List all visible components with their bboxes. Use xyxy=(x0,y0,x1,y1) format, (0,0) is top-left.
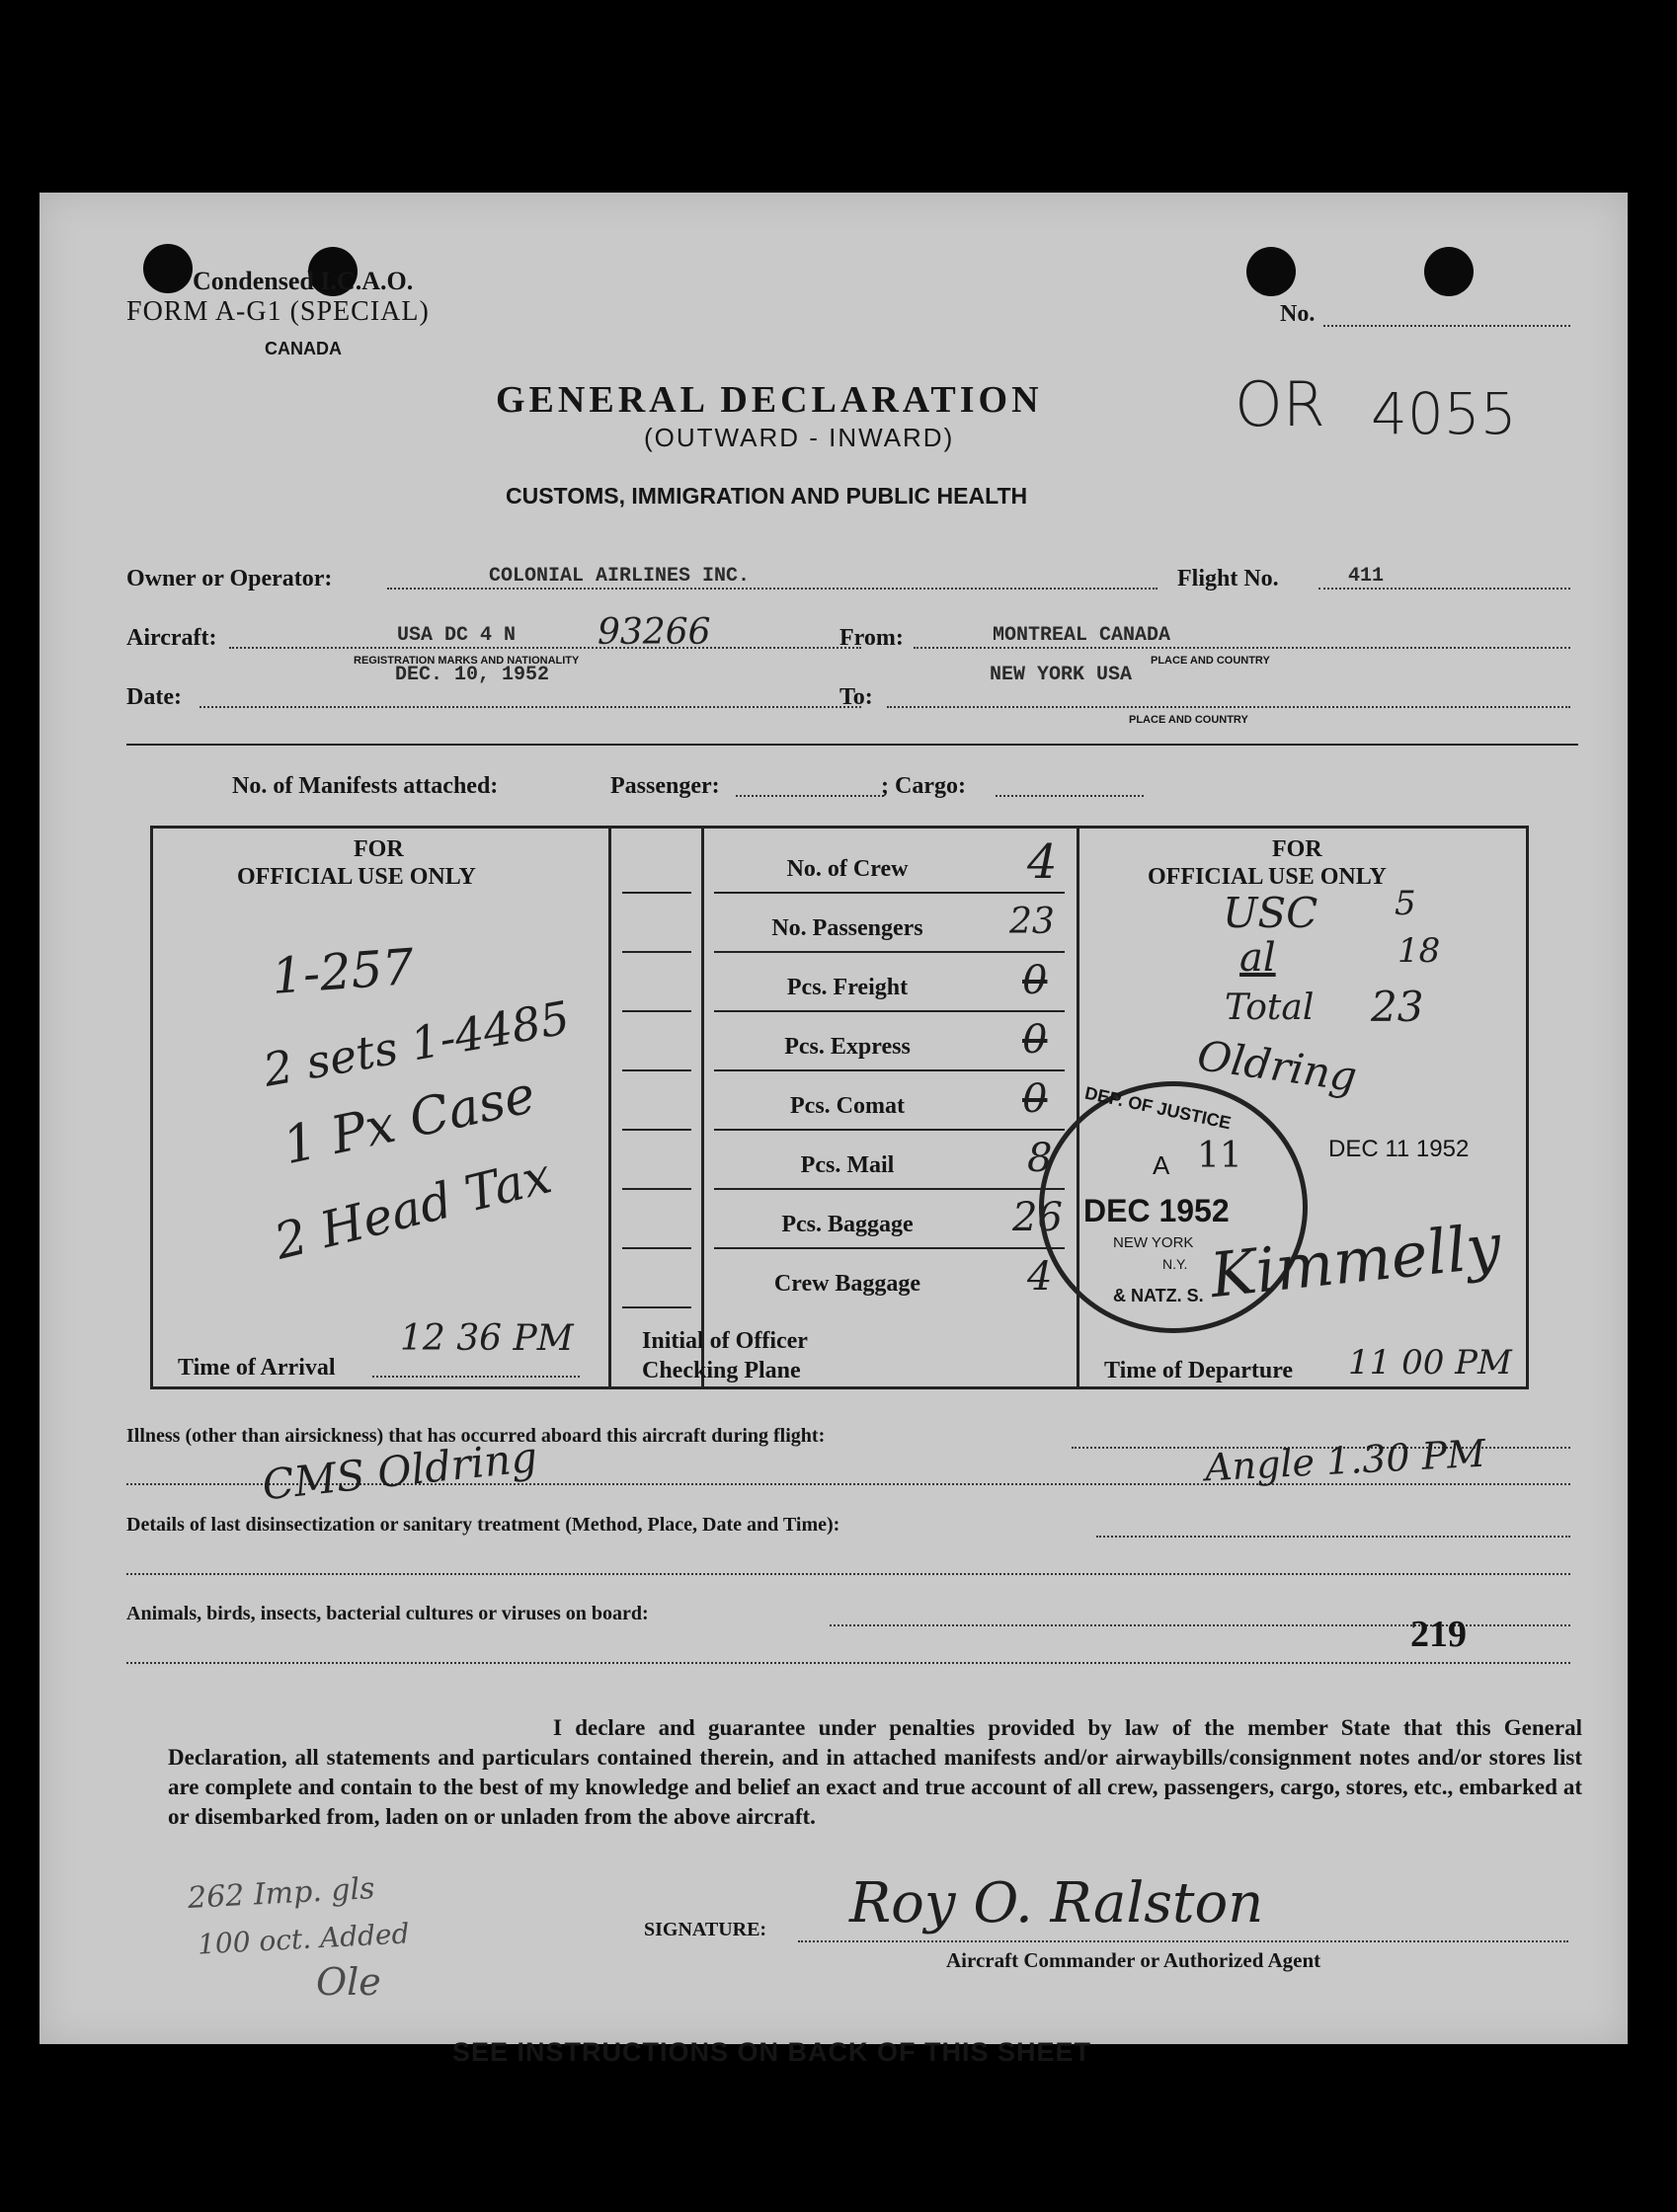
row-label-crew-baggage: Crew Baggage xyxy=(773,1271,921,1297)
from-value: MONTREAL CANADA xyxy=(993,624,1171,647)
row-value-comat: 0 xyxy=(1022,1076,1048,1122)
time-arrival-label: Time of Arrival xyxy=(178,1355,336,1381)
stamp-side-date: DEC 11 1952 xyxy=(1328,1136,1470,1162)
right-official-signature: Oldring xyxy=(1194,1030,1360,1102)
table-divider xyxy=(701,826,704,1389)
animals-line-2 xyxy=(126,1662,1570,1664)
left-note-line: 1 Px Case xyxy=(278,1065,541,1177)
row-line xyxy=(714,1010,1065,1012)
table-left-border xyxy=(150,826,153,1389)
row-line xyxy=(714,1129,1065,1131)
row-value-baggage: 26 xyxy=(1012,1195,1063,1240)
manifest-cargo-line xyxy=(996,795,1144,797)
aircraft-typed: USA DC 4 N xyxy=(397,624,517,647)
row-value-crew: 4 xyxy=(1027,834,1058,890)
illness-handwritten: CMS Oldring xyxy=(260,1432,540,1510)
from-line xyxy=(914,647,1570,649)
table-divider xyxy=(608,826,611,1389)
flight-line xyxy=(1318,588,1570,590)
no-label: No. xyxy=(1280,301,1316,327)
table-right-border xyxy=(1526,826,1529,1389)
left-note-line: 2 Head Tax xyxy=(269,1146,557,1271)
row-value-freight: 0 xyxy=(1022,958,1048,1003)
owner-value: COLONIAL AIRLINES INC. xyxy=(489,565,751,588)
tally-line xyxy=(622,1069,691,1071)
tally-line xyxy=(622,951,691,953)
animals-label: Animals, birds, insects, bacterial cultures or viruses on board: xyxy=(126,1603,649,1624)
row-value-passengers: 23 xyxy=(1009,902,1055,942)
right-official-header-for: FOR xyxy=(1272,836,1322,862)
pencil-note: Ole xyxy=(316,1960,381,2004)
initial-officer-label: Initial of Officer xyxy=(642,1328,808,1354)
from-place-caption: PLACE AND COUNTRY xyxy=(1151,655,1270,667)
to-place-caption: PLACE AND COUNTRY xyxy=(1129,714,1248,726)
page-title: GENERAL DECLARATION xyxy=(496,379,1043,421)
disinsectization-line-2 xyxy=(126,1573,1570,1575)
from-label: From: xyxy=(839,625,904,651)
punch-hole xyxy=(143,244,193,293)
to-value: NEW YORK USA xyxy=(990,664,1133,686)
flight-value: 411 xyxy=(1348,565,1385,588)
tally-line xyxy=(622,1188,691,1190)
left-note-line: 2 sets 1-4485 xyxy=(259,990,574,1097)
stamp-state: N.Y. xyxy=(1162,1256,1188,1272)
handwritten-code: OR xyxy=(1235,368,1325,440)
row-label-mail: Pcs. Mail xyxy=(800,1152,895,1178)
date-line xyxy=(200,706,861,708)
stamp-city: NEW YORK xyxy=(1113,1234,1194,1251)
tally-line xyxy=(622,892,691,894)
manifest-passenger-line xyxy=(736,795,884,797)
row-value-mail: 8 xyxy=(1027,1136,1053,1181)
pencil-note: 100 oct. Added xyxy=(197,1917,411,1961)
table-divider xyxy=(1077,826,1079,1389)
right-note-value: 5 xyxy=(1395,884,1416,923)
agencies-line: CUSTOMS, IMMIGRATION AND PUBLIC HEALTH xyxy=(506,483,1028,509)
row-label-crew: No. of Crew xyxy=(786,856,909,882)
right-note-key: Total xyxy=(1225,988,1315,1028)
date-label: Date: xyxy=(126,684,182,710)
row-line xyxy=(714,951,1065,953)
signature-label: SIGNATURE: xyxy=(644,1919,767,1940)
illness-handwritten-right: Angle 1.30 PM xyxy=(1204,1431,1487,1490)
stamp-top-text: DEP. OF JUSTICE xyxy=(1082,1082,1234,1134)
page-subtitle: (OUTWARD - INWARD) xyxy=(644,423,955,452)
no-line xyxy=(1323,325,1570,327)
declaration-text: I declare and guarantee under penalties provided by law of the member State that this General Declaration, all statements and particulars contained therein, and in attached manifests and/or airwaybills/consignment notes and/or stores list are complete and contain to the best of my knowledge and belief an exact and true account of all crew, passengers, cargo, stores, etc., embarked at or disembarked from, laden on or unladen from the above aircraft. xyxy=(168,1715,1582,1829)
disinsectization-line xyxy=(1096,1536,1570,1538)
manifests-label: No. of Manifests attached: xyxy=(232,773,499,799)
stamp-side-signature: Kimmelly xyxy=(1206,1209,1505,1312)
form-line: FORM A-G1 (SPECIAL) xyxy=(126,296,430,327)
time-departure-label: Time of Departure xyxy=(1104,1358,1294,1383)
row-label-passengers: No. Passengers xyxy=(771,915,923,941)
row-line xyxy=(714,1188,1065,1190)
signer-caption: Aircraft Commander or Authorized Agent xyxy=(946,1948,1321,1972)
left-note-line: 1-257 xyxy=(270,938,416,1005)
checking-plane-label: Checking Plane xyxy=(642,1358,801,1383)
row-label-freight: Pcs. Freight xyxy=(786,975,909,1000)
stamp-day: 11 xyxy=(1197,1136,1242,1176)
punch-hole xyxy=(1246,247,1296,296)
illness-label: Illness (other than airsickness) that has occurred aboard this aircraft during flight: xyxy=(126,1425,826,1447)
signature-line xyxy=(798,1940,1568,1942)
row-line xyxy=(714,1069,1065,1071)
row-label-baggage: Pcs. Baggage xyxy=(781,1212,914,1237)
right-note-key: al xyxy=(1239,935,1276,981)
tally-line xyxy=(622,1247,691,1249)
left-official-header: OFFICIAL USE ONLY xyxy=(237,864,476,890)
right-official-header: OFFICIAL USE ONLY xyxy=(1148,864,1387,890)
signature-value: Roy O. Ralston xyxy=(849,1871,1264,1936)
right-note-key: USC xyxy=(1223,889,1318,937)
to-line xyxy=(887,706,1570,708)
condensed-line: Condensed I.C.A.O. xyxy=(193,267,414,295)
time-departure-value: 11 00 PM xyxy=(1348,1343,1512,1382)
stamp-date: DEC 1952 xyxy=(1083,1193,1230,1228)
declaration-sheet xyxy=(40,193,1628,2067)
right-note-value: 18 xyxy=(1398,931,1441,971)
tally-line xyxy=(622,1306,691,1308)
disinsectization-label: Details of last disinsectization or sanitary treatment (Method, Place, Date and Time): xyxy=(126,1514,840,1536)
table-top-border xyxy=(150,826,1529,829)
tally-line xyxy=(622,1129,691,1131)
time-arrival-value: 12 36 PM xyxy=(400,1318,574,1359)
date-value: DEC. 10, 1952 xyxy=(395,664,550,686)
tally-line xyxy=(622,1010,691,1012)
row-value-express: 0 xyxy=(1022,1017,1048,1063)
divider-line xyxy=(126,744,1578,746)
table-bottom-border xyxy=(150,1386,1529,1389)
manifest-cargo-label: ; Cargo: xyxy=(881,773,966,799)
time-arrival-line xyxy=(372,1376,580,1378)
to-label: To: xyxy=(839,684,873,710)
country-line: CANADA xyxy=(265,339,342,358)
right-note-value: 23 xyxy=(1371,983,1424,1031)
left-official-header-for: FOR xyxy=(354,836,404,862)
row-label-comat: Pcs. Comat xyxy=(790,1093,905,1119)
aircraft-line xyxy=(229,647,861,649)
manifest-passenger-label: Passenger: xyxy=(610,773,720,799)
row-line xyxy=(714,1247,1065,1249)
page-number: 219 xyxy=(1410,1614,1467,1655)
row-line xyxy=(714,892,1065,894)
pencil-note: 262 Imp. gls xyxy=(187,1871,376,1916)
footer-instructions: SEE INSTRUCTIONS ON BACK OF THIS SHEET xyxy=(452,2037,1092,2067)
aircraft-label: Aircraft: xyxy=(126,625,217,651)
registration-caption: REGISTRATION MARKS AND NATIONALITY xyxy=(354,655,580,667)
flight-label: Flight No. xyxy=(1177,566,1279,592)
row-value-crew-baggage: 4 xyxy=(1027,1254,1053,1300)
stamp-letter: A xyxy=(1153,1150,1170,1180)
punch-hole xyxy=(1424,247,1474,296)
owner-line xyxy=(387,588,1158,590)
aircraft-registration-handwritten: 93266 xyxy=(598,612,711,653)
row-label-express: Pcs. Express xyxy=(784,1034,911,1060)
owner-label: Owner or Operator: xyxy=(126,566,333,592)
stamp-bottom-text: & NATZ. S. xyxy=(1113,1286,1204,1305)
handwritten-number: 4055 xyxy=(1371,380,1517,447)
